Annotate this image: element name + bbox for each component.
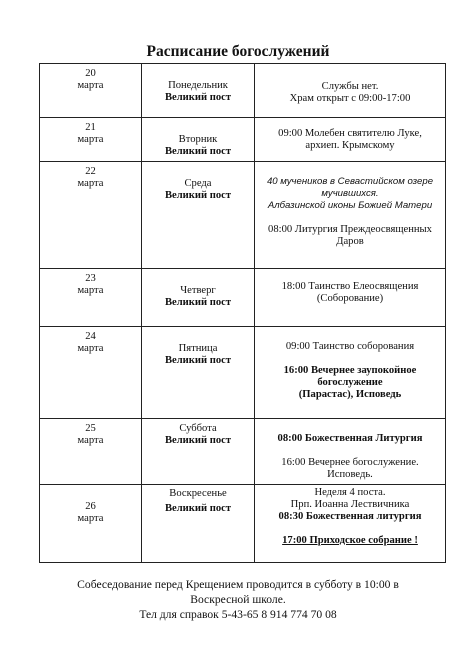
service-line: 09:00 Таинство соборования [285, 341, 415, 352]
weekday-name: Воскресенье [169, 488, 227, 499]
season-label: Великий пост [164, 435, 232, 446]
feast-line: Албазинской иконы Божией Матери [267, 200, 433, 211]
weekday-cell [142, 269, 255, 327]
service-line: Храм открыт с 09:00-17:00 [289, 93, 411, 104]
weekday-cell [142, 162, 255, 269]
services-cell [255, 118, 446, 162]
service-line: Службы нет. [321, 81, 379, 92]
footer-school-line: Воскресной школе. [190, 593, 286, 606]
services-cell [255, 162, 446, 269]
weekday-name: Четверг [180, 285, 216, 296]
service-line: Даров [336, 236, 364, 247]
feast-line: 40 мучеников в Севастийском озере [266, 176, 434, 187]
service-line: 18:00 Таинство Елеосвящения [281, 281, 419, 292]
table-row [40, 269, 446, 327]
season-label: Великий пост [164, 146, 232, 157]
table-row [40, 64, 446, 118]
date-month: марта [77, 178, 104, 189]
schedule-table [39, 63, 446, 563]
service-line: архиеп. Крымскому [305, 140, 395, 151]
date-number: 24 [85, 331, 96, 342]
service-line: Неделя 4 поста. [314, 487, 386, 498]
date-number: 20 [85, 68, 96, 79]
date-number: 25 [85, 423, 96, 434]
service-line: Исповедь. [327, 469, 373, 480]
service-line: 08:00 Божественная Литургия [277, 433, 423, 444]
service-line: богослужение [317, 377, 383, 388]
season-label: Великий пост [164, 92, 232, 103]
weekday-name: Суббота [179, 423, 217, 434]
service-line: (Парастас), Исповедь [298, 389, 402, 400]
weekday-name: Среда [184, 178, 212, 189]
feast-line: мучившихся. [321, 188, 379, 199]
table-row [40, 118, 446, 162]
service-line: 08:00 Литургия Преждеосвященных [268, 224, 432, 235]
service-line: 16:00 Вечернее заупокойное [283, 365, 417, 376]
date-month: марта [77, 134, 104, 145]
service-line: 09:00 Молебен святителю Луке, [278, 128, 422, 139]
table-row [40, 327, 446, 419]
services-cell [255, 327, 446, 419]
weekday-cell [142, 327, 255, 419]
date-cell [40, 269, 142, 327]
season-label: Великий пост [164, 190, 232, 201]
service-line: 17:00 Приходское собрание ! [282, 535, 418, 546]
date-cell [40, 162, 142, 269]
services-cell [255, 485, 446, 563]
service-line: 16:00 Вечернее богослужение. [281, 457, 419, 468]
date-month: марта [77, 435, 104, 446]
table-row [40, 485, 446, 563]
date-number: 21 [85, 122, 96, 133]
date-month: марта [77, 285, 104, 296]
date-cell [40, 485, 142, 563]
footer-phone-line: Тел для справок 5-43-65 8 914 774 70 08 [139, 608, 337, 621]
weekday-cell [142, 485, 255, 563]
weekday-name: Вторник [178, 134, 218, 145]
service-line: Прп. Иоанна Лествичника [290, 499, 410, 510]
services-cell [255, 64, 446, 118]
date-number: 26 [85, 501, 96, 512]
service-line: (Соборование) [316, 293, 384, 304]
date-month: марта [77, 343, 104, 354]
table-row [40, 162, 446, 269]
date-cell [40, 118, 142, 162]
date-number: 22 [85, 166, 96, 177]
weekday-cell [142, 118, 255, 162]
date-month: марта [77, 513, 104, 524]
date-month: марта [77, 80, 104, 91]
services-cell [255, 419, 446, 485]
service-line: 08:30 Божественная литургия [278, 511, 422, 522]
date-cell [40, 327, 142, 419]
season-label: Великий пост [164, 297, 232, 308]
services-cell [255, 269, 446, 327]
season-label: Великий пост [164, 355, 232, 366]
date-cell [40, 419, 142, 485]
page-title: Расписание богослужений [146, 43, 330, 60]
table-row [40, 419, 446, 485]
weekday-cell [142, 64, 255, 118]
footer-baptism-line: Собеседование перед Крещением проводится в субботу в 10:00 в [77, 578, 399, 591]
date-cell [40, 64, 142, 118]
weekday-name: Пятница [178, 343, 218, 354]
season-label: Великий пост [164, 503, 232, 514]
weekday-cell [142, 419, 255, 485]
date-number: 23 [85, 273, 96, 284]
weekday-name: Понедельник [168, 80, 228, 91]
